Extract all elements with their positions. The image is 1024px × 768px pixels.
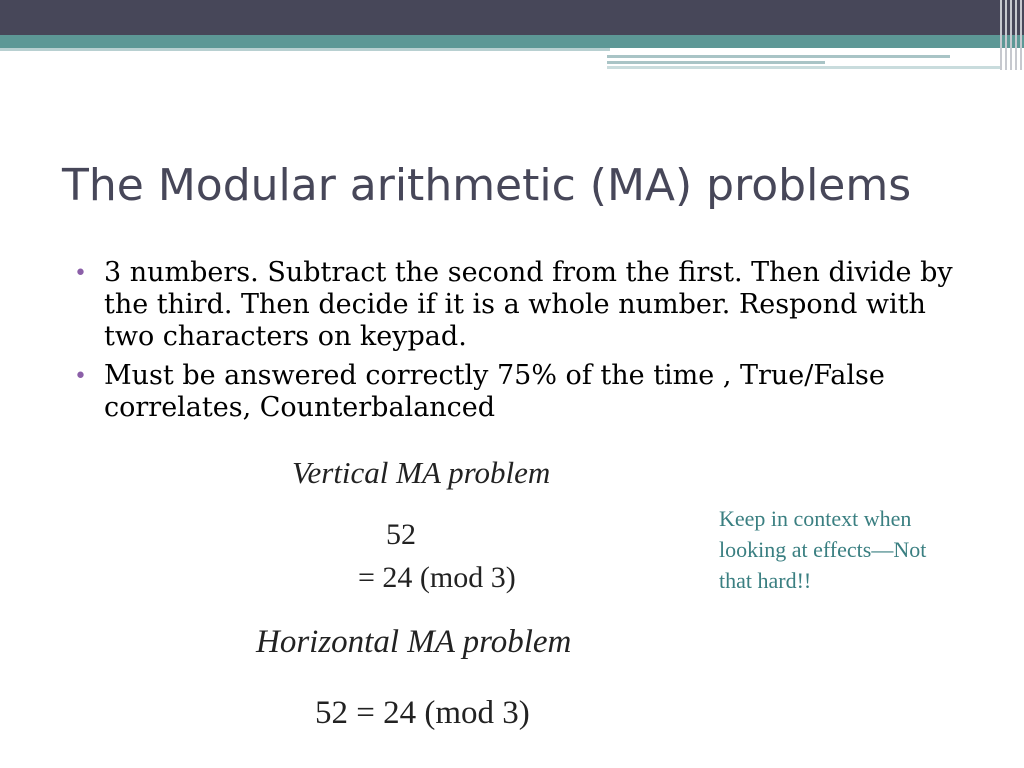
vertical-problem-top-line: 52 [386,518,416,551]
header-corner-stripes [998,0,1024,70]
bullet-list [74,257,974,431]
header-band-teal [0,35,1024,48]
header-band-dark [0,0,1024,35]
header-accent-line [607,66,1002,69]
bullet-marker: • [74,261,87,286]
bullet-marker: • [74,364,87,389]
bullet-item [74,257,974,353]
bullet-text: Must be answered correctly 75% of the time , True/False correlates, Counterbalanced [104,360,885,423]
horizontal-problem-title: Horizontal MA problem [256,624,572,660]
header-accent-line [607,61,825,64]
bullet-item [74,360,974,424]
bullet-text: 3 numbers. Subtract the second from the first. Then divide by the third. Then decide if it is a whole number. Respond with two characters on keypad. [104,257,953,352]
side-note: Keep in context when looking at effects—Not that hard!! [719,506,927,593]
header-accent-line [607,55,950,58]
vertical-problem-title: Vertical MA problem [292,455,551,490]
horizontal-problem-equation: 52 = 24 (mod 3) [315,695,530,731]
slide-title: The Modular arithmetic (MA) problems [62,160,912,211]
vertical-problem-bottom-line: = 24 (mod 3) [358,561,516,594]
header-band-light [0,48,610,51]
